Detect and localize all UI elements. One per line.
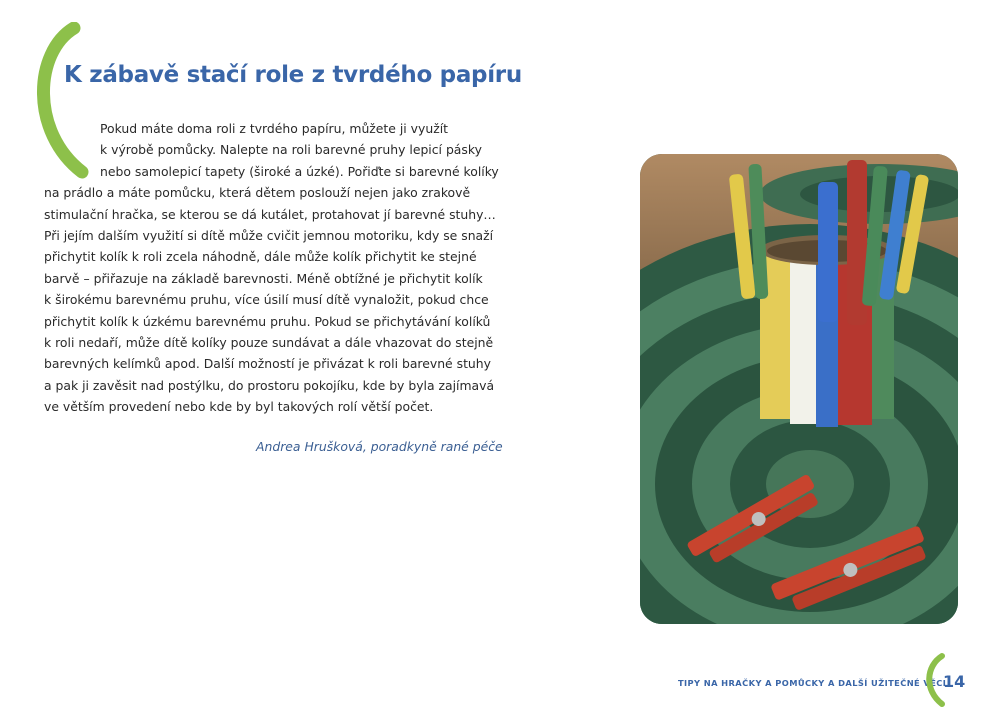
body-line: a pak ji zavěsit nad postýlku, do prostoru pokojíku, kde by byla zajímavá [44, 377, 495, 393]
body-line: nebo samolepicí tapety (široké a úzké). Pořiďte si barevné kolíky [100, 163, 499, 179]
page-number: 14 [943, 672, 966, 691]
article-body [44, 118, 499, 418]
body-line: Pokud máte doma roli z tvrdého papíru, můžete ji využít [100, 121, 448, 136]
page-title: K zábavě stačí role z tvrdého papíru [64, 62, 522, 88]
body-line: barvě – přiřazuje na základě barevnosti. Méně obtížné je přichytit kolík [44, 270, 483, 286]
author-signature: Andrea Hrušková, poradkyně rané péče [256, 439, 503, 454]
body-line: k výrobě pomůcky. Nalepte na roli barevné pruhy lepicí pásky [100, 142, 482, 158]
clothespin-roll-photo [640, 154, 958, 624]
body-line: k širokému barevnému pruhu, více úsilí musí dítě vynaložit, pokud chce [44, 292, 489, 308]
body-line: barevných kelímků apod. Další možností je přivázat k roli barevné stuhy [44, 356, 491, 372]
body-line: stimulační hračka, se kterou se dá kutálet, protahovat jí barevné stuhy… [44, 206, 496, 222]
footer-section-title: TIPY NA HRAČKY A POMŮCKY A DALŠÍ UŽITEČNÉ VĚCI [678, 678, 947, 688]
body-line: Při jejím dalším využití si dítě může cvičit jemnou motoriku, kdy se snaží [44, 228, 494, 244]
body-line: přichytit kolík k úzkému barevnému pruhu. Pokud se přichytávání kolíků [44, 313, 491, 329]
body-line: ve větším provedení nebo kde by byl takových rolí větší počet. [44, 399, 434, 415]
body-line: k roli nedaří, může dítě kolíky pouze sundávat a dále vhazovat do stejně [44, 335, 494, 351]
body-line: na prádlo a máte pomůcku, která dětem poslouží nejen jako zrakově [44, 185, 471, 201]
body-line: přichytit kolík k roli zcela náhodně, dále může kolík přichytit ke stejné [44, 249, 477, 265]
